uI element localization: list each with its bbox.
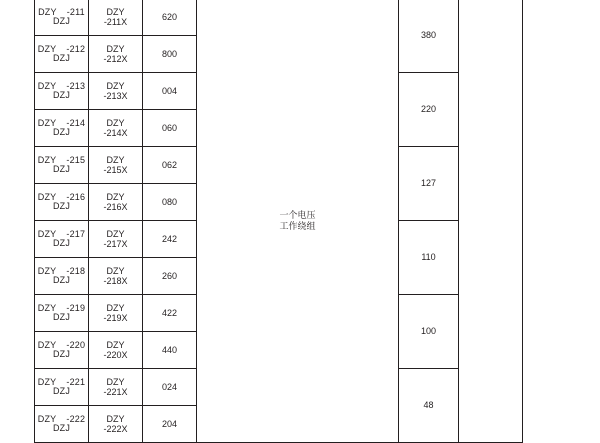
- model-prefix-bottom: DZJ: [52, 238, 71, 248]
- specification-table: [34, 0, 523, 443]
- note-line-1: 一个电压: [279, 210, 316, 221]
- model-prefix-bottom: DZJ: [52, 275, 71, 285]
- code-cell: [89, 0, 143, 36]
- model-suffix: -218: [66, 265, 86, 276]
- model-suffix: -213: [66, 80, 86, 91]
- code-cell: [89, 258, 143, 295]
- voltage-cell: 110: [399, 221, 459, 295]
- code-suffix: -220X: [103, 350, 128, 360]
- code-suffix: -217X: [103, 239, 128, 249]
- model-prefix-bottom: DZJ: [52, 201, 71, 211]
- model-prefix-top: DZY: [37, 154, 57, 165]
- model-suffix: -220: [66, 339, 86, 350]
- code-cell: [89, 36, 143, 73]
- model-prefix-bottom: DZJ: [52, 53, 71, 63]
- number-cell: 204: [143, 406, 197, 443]
- model-prefix-top: DZY: [37, 43, 57, 54]
- model-suffix: -214: [66, 117, 86, 128]
- merged-note-cell: [197, 0, 399, 443]
- code-prefix: DZY: [106, 302, 125, 313]
- number-cell: 062: [143, 147, 197, 184]
- code-suffix: -215X: [103, 165, 128, 175]
- model-cell: [35, 73, 89, 110]
- code-suffix: -219X: [103, 313, 128, 323]
- code-prefix: DZY: [106, 117, 125, 128]
- code-prefix: DZY: [106, 43, 125, 54]
- code-prefix: DZY: [106, 191, 125, 202]
- code-cell: [89, 332, 143, 369]
- model-prefix-bottom: DZJ: [52, 90, 71, 100]
- model-prefix-top: DZY: [37, 117, 57, 128]
- voltage-cell: 380: [399, 0, 459, 73]
- model-suffix: -222: [66, 413, 86, 424]
- code-prefix: DZY: [106, 228, 125, 239]
- code-cell: [89, 73, 143, 110]
- code-cell: [89, 406, 143, 443]
- number-cell: 004: [143, 73, 197, 110]
- code-prefix: DZY: [106, 154, 125, 165]
- model-prefix-bottom: DZJ: [52, 16, 71, 26]
- model-cell: [35, 295, 89, 332]
- model-cell: [35, 184, 89, 221]
- number-cell: 440: [143, 332, 197, 369]
- code-prefix: DZY: [106, 339, 125, 350]
- model-prefix-bottom: DZJ: [52, 423, 71, 433]
- code-prefix: DZY: [106, 376, 125, 387]
- model-cell: [35, 147, 89, 184]
- model-prefix-top: DZY: [37, 191, 57, 202]
- voltage-cell: 100: [399, 295, 459, 369]
- model-cell: [35, 221, 89, 258]
- model-prefix-bottom: DZJ: [52, 127, 71, 137]
- code-suffix: -213X: [103, 91, 128, 101]
- code-cell: [89, 184, 143, 221]
- model-suffix: -215: [66, 154, 86, 165]
- model-cell: [35, 110, 89, 147]
- model-prefix-bottom: DZJ: [52, 312, 71, 322]
- blank-cell: [459, 0, 523, 443]
- number-cell: 800: [143, 36, 197, 73]
- number-cell: 080: [143, 184, 197, 221]
- model-suffix: -212: [66, 43, 86, 54]
- code-prefix: DZY: [106, 80, 125, 91]
- model-cell: [35, 36, 89, 73]
- code-prefix: DZY: [106, 6, 125, 17]
- code-cell: [89, 221, 143, 258]
- number-cell: 024: [143, 369, 197, 406]
- number-cell: 060: [143, 110, 197, 147]
- number-cell: 422: [143, 295, 197, 332]
- model-prefix-top: DZY: [37, 302, 57, 313]
- model-suffix: -219: [66, 302, 86, 313]
- voltage-cell: 220: [399, 73, 459, 147]
- code-suffix: -212X: [103, 54, 128, 64]
- model-prefix-top: DZY: [37, 228, 57, 239]
- code-cell: [89, 295, 143, 332]
- model-cell: [35, 258, 89, 295]
- voltage-cell: 48: [399, 369, 459, 443]
- model-cell: [35, 332, 89, 369]
- code-suffix: -216X: [103, 202, 128, 212]
- number-cell: 620: [143, 0, 197, 36]
- code-suffix: -214X: [103, 128, 128, 138]
- model-prefix-top: DZY: [37, 265, 57, 276]
- model-prefix-top: DZY: [37, 413, 57, 424]
- voltage-cell: 127: [399, 147, 459, 221]
- code-suffix: -218X: [103, 276, 128, 286]
- code-prefix: DZY: [106, 265, 125, 276]
- note-line-2: 工作绕组: [279, 220, 316, 231]
- model-suffix: -221: [66, 376, 86, 387]
- model-prefix-bottom: DZJ: [52, 349, 71, 359]
- table-row: [35, 0, 523, 36]
- code-suffix: -221X: [103, 387, 128, 397]
- model-prefix-top: DZY: [37, 80, 57, 91]
- model-prefix-top: DZY: [38, 6, 57, 17]
- code-cell: [89, 110, 143, 147]
- code-suffix: -222X: [103, 424, 128, 434]
- code-suffix: -211X: [103, 17, 128, 27]
- model-prefix-top: DZY: [37, 376, 57, 387]
- code-cell: [89, 147, 143, 184]
- model-prefix-bottom: DZJ: [52, 386, 71, 396]
- model-prefix-top: DZY: [37, 339, 57, 350]
- model-cell: [35, 406, 89, 443]
- code-prefix: DZY: [106, 413, 125, 424]
- model-cell: [35, 0, 89, 36]
- model-prefix-bottom: DZJ: [52, 164, 71, 174]
- number-cell: 260: [143, 258, 197, 295]
- model-suffix: -211: [66, 6, 85, 17]
- model-suffix: -216: [66, 191, 86, 202]
- number-cell: 242: [143, 221, 197, 258]
- model-suffix: -217: [66, 228, 86, 239]
